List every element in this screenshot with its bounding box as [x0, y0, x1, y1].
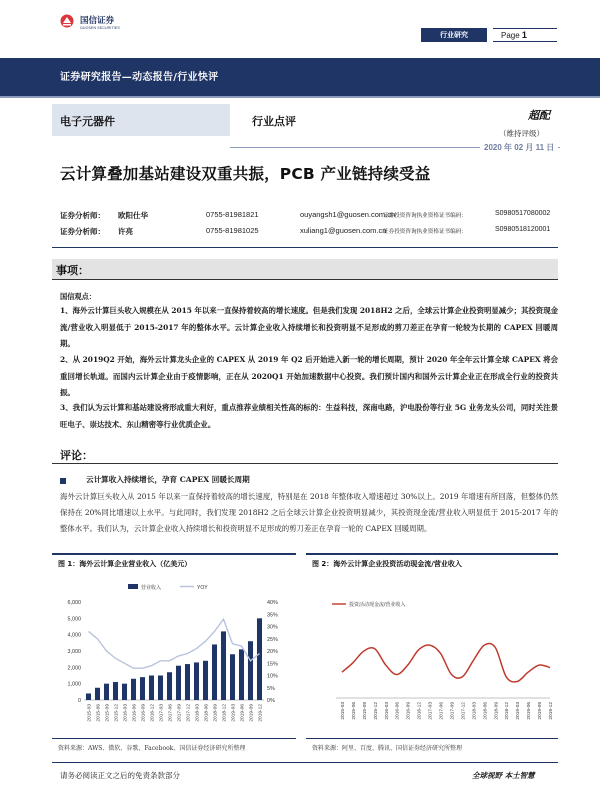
y2-tick-label: 10% [267, 673, 278, 680]
x-tick-label: 2017-03 [428, 702, 434, 720]
y2-tick-label: 5% [267, 685, 275, 692]
x-tick-label: 2017-06 [168, 704, 174, 722]
analyst-role: 证券分析师： [60, 227, 105, 236]
band-divider [0, 96, 600, 98]
analyst-cert-number: S0980517080002 [495, 210, 551, 217]
legend-label-yoy: YOY [197, 585, 208, 591]
x-tick-label: 2019-06 [527, 702, 533, 720]
revenue-bar [248, 641, 253, 700]
x-tick-label: 2015-06 [351, 702, 357, 720]
x-tick-label: 2015-03 [341, 702, 346, 720]
x-tick-label: 2017-03 [159, 704, 165, 722]
report-series-title: 证券研究报告—动态报告/行业快评 [60, 72, 219, 83]
legend-label-ratio: 投资活动现金流/营业收入 [349, 602, 406, 608]
y-tick-label: 4,000 [67, 632, 81, 639]
figure-2-title: 图 2：海外云计算企业投资活动现金流/营业收入 [312, 560, 462, 568]
x-tick-label: 2019-03 [516, 702, 522, 720]
comments-body: 海外云计算巨头收入从 2015 年以来一直保持着较高的增长速度，特别是在 2018 年整体收入增速超过 30%以上。2019 年增速有所回落，但整体仍然保持在 20%同比增速以上水平。与此同时，我们发现 2018H2 之后全球云计算企业投资明显减少，其投资现金流/营业收入明显低于 2015-2017 年的整体水平。我们认为，云计算企业收入持续增长和投资明显不足形成的剪刀差正在孕育一轮的 CAPEX 回暖周期。 [60, 492, 558, 533]
rating-label: 超配 [528, 109, 550, 122]
analyst-divider [52, 247, 558, 248]
y2-tick-label: 30% [267, 624, 278, 631]
revenue-bar [257, 618, 262, 700]
x-tick-label: 2019-09 [249, 704, 255, 722]
revenue-bar [113, 682, 118, 700]
legend-swatch-revenue [128, 584, 138, 589]
events-point-1: 1、海外云计算巨头收入规模在从 2015 年以来一直保持着较高的增长速度。但是我们发现 2018H2 之后，全球云计算企业投资明显减少；其投资现金流/营业收入明显低于 2015-2017 年的整体水平。云计算企业收入持续增长和投资明显不足形成的剪刀差正在孕育一轮较为长期的 CAPEX 回暖周期。 [60, 306, 558, 348]
y2-tick-label: 40% [267, 600, 278, 606]
figure-2-chart [306, 578, 558, 738]
x-tick-label: 2016-06 [132, 704, 138, 722]
revenue-bar [194, 662, 199, 700]
logo-text: 国信证券 [80, 16, 115, 26]
comments-subheading: 云计算收入持续增长，孕育 CAPEX 回暖长周期 [86, 475, 250, 484]
x-tick-label: 2017-12 [186, 704, 192, 722]
report-title: 云计算叠加基站建设双重共振，PCB 产业链持续受益 [60, 165, 431, 183]
x-tick-label: 2018-06 [483, 702, 489, 720]
x-tick-label: 2015-03 [87, 704, 93, 722]
x-tick-label: 2018-09 [494, 702, 500, 720]
y2-tick-label: 35% [267, 612, 278, 619]
figure-1-top-rule [52, 553, 296, 555]
figure-1-title: 图 1：海外云计算企业营业收入（亿美元） [58, 560, 192, 568]
revenue-bar [104, 684, 109, 700]
report-type: 行业点评 [252, 115, 296, 128]
figure-1-bottom-rule [52, 738, 296, 739]
analyst-cert-number: S0980518120001 [495, 226, 551, 233]
x-tick-label: 2017-12 [461, 702, 467, 720]
footer-disclaimer: 请务必阅读正文之后的免责条款部分 [60, 771, 180, 780]
events-point-3: 3、我们认为云计算和基站建设将形成重大利好，重点推荐业绩相关性高的标的：生益科技，深南电路，沪电股份等行业 5G 业务龙头公司，同时关注景旺电子、崇达技术、东山精密等行业优质企业。 [60, 403, 558, 429]
figure-2-bottom-rule [306, 738, 558, 739]
revenue-bar [158, 676, 163, 701]
figure-2-source: 资料来源：阿里、百度、腾讯、国信证券经济研究所整理 [312, 745, 463, 752]
y-tick-label: 6,000 [67, 600, 81, 606]
logo-english: GUOSEN SECURITIES [80, 26, 120, 30]
y-tick-label: 0 [78, 698, 81, 704]
x-tick-label: 2018-03 [472, 702, 478, 720]
x-tick-label: 2018-12 [505, 702, 511, 720]
figure-1-source: 资料来源：AWS、微软、谷歌、Facebook、国信证券经济研究所整理 [58, 745, 246, 752]
y2-tick-label: 25% [267, 636, 278, 643]
x-tick-label: 2016-06 [395, 702, 401, 720]
revenue-bar [149, 676, 154, 701]
x-tick-label: 2016-09 [406, 702, 412, 720]
y-tick-label: 1,000 [67, 681, 81, 688]
revenue-bar [221, 631, 226, 700]
events-heading-bar [52, 259, 558, 279]
analyst-name: 许亮 [118, 227, 133, 236]
x-tick-label: 2016-12 [417, 702, 423, 720]
x-tick-label: 2019-12 [258, 704, 264, 722]
x-tick-label: 2019-12 [549, 702, 554, 720]
x-tick-label: 2018-03 [195, 704, 201, 722]
events-point-2: 2、从 2019Q2 开始，海外云计算龙头企业的 CAPEX 从 2019 年 Q2 后开始进入新一轮的增长周期，预计 2020 年全年云计算全球 CAPEX 将会重回增长轨道。而国内云计算企业由于疫情影响，正在从 2020Q1 开始加速数据中心投资。我们预计国内和国外云计算企业正在形成全行业的投资共振。 [60, 355, 558, 397]
revenue-bar [167, 672, 172, 700]
x-tick-label: 2018-06 [204, 704, 210, 722]
y-tick-label: 2,000 [67, 665, 81, 672]
report-date: 2020 年 02 月 11 日 [480, 142, 558, 153]
revenue-bar [185, 664, 190, 700]
figure-2-top-rule [306, 553, 558, 555]
y2-tick-label: 0% [267, 698, 275, 704]
page-label: Page [501, 31, 520, 40]
analyst-phone: 0755-81981821 [206, 210, 259, 219]
x-tick-label: 2015-12 [373, 702, 379, 720]
revenue-bar [239, 649, 244, 700]
x-tick-label: 2017-09 [177, 704, 183, 722]
analyst-cert-label: 证券投资咨询执业资格证书编码： [383, 229, 467, 235]
x-tick-label: 2016-03 [123, 704, 129, 722]
x-tick-label: 2019-09 [538, 702, 544, 720]
ratio-line [342, 643, 550, 681]
analyst-name: 欧阳仕华 [118, 211, 148, 220]
y2-tick-label: 20% [267, 649, 278, 655]
rating-note: （维持评级） [499, 129, 544, 138]
analyst-cert-label: 证券投资咨询执业资格证书编码： [383, 213, 467, 219]
revenue-bar [122, 684, 127, 700]
x-tick-label: 2015-12 [114, 704, 120, 722]
y-tick-label: 5,000 [67, 616, 81, 623]
x-tick-label: 2018-12 [222, 704, 228, 722]
revenue-bar [131, 679, 136, 700]
section-bullet-icon [60, 478, 66, 484]
analyst-email[interactable]: ouyangsh1@guosen.com.cn [300, 210, 396, 219]
comments-heading-rule [52, 463, 558, 464]
x-tick-label: 2019-06 [240, 704, 246, 722]
analyst-phone: 0755-81981025 [206, 226, 259, 235]
figure-1-chart [52, 578, 296, 738]
comments-heading: 评论： [60, 449, 93, 462]
footer-rule [52, 762, 558, 763]
legend-label-revenue: 营业收入 [141, 585, 162, 591]
revenue-bar [140, 677, 145, 700]
x-tick-label: 2017-06 [439, 702, 445, 720]
x-tick-label: 2016-09 [141, 704, 147, 722]
revenue-bar [203, 661, 208, 700]
x-tick-label: 2016-12 [150, 704, 156, 722]
revenue-bar [86, 693, 91, 700]
x-tick-label: 2019-03 [231, 704, 237, 722]
x-tick-label: 2018-09 [213, 704, 219, 722]
events-intro: 国信观点： [60, 292, 96, 301]
analyst-role: 证券分析师： [60, 211, 105, 220]
x-tick-label: 2015-06 [96, 704, 102, 722]
revenue-bar [212, 644, 217, 700]
revenue-bar [230, 654, 235, 700]
footer-slogan: 全球视野 本土智慧 [472, 771, 535, 780]
sector-name: 电子元器件 [60, 115, 115, 128]
page-number: 1 [521, 30, 527, 40]
report-category-tag: 行业研究 [421, 28, 487, 42]
guosen-logo-icon [60, 14, 74, 28]
x-tick-label: 2017-09 [450, 702, 456, 720]
events-heading: 事项： [56, 264, 89, 277]
x-tick-label: 2015-09 [105, 704, 111, 722]
events-heading-rule [52, 279, 558, 280]
x-tick-label: 2016-03 [384, 702, 390, 720]
revenue-bar [176, 666, 181, 700]
analyst-email[interactable]: xuliang1@guosen.com.cn [300, 226, 387, 235]
revenue-bar [95, 688, 100, 700]
y-tick-label: 3,000 [67, 649, 81, 655]
x-tick-label: 2015-09 [362, 702, 368, 720]
y2-tick-label: 15% [267, 661, 278, 668]
page-indicator [493, 28, 557, 42]
